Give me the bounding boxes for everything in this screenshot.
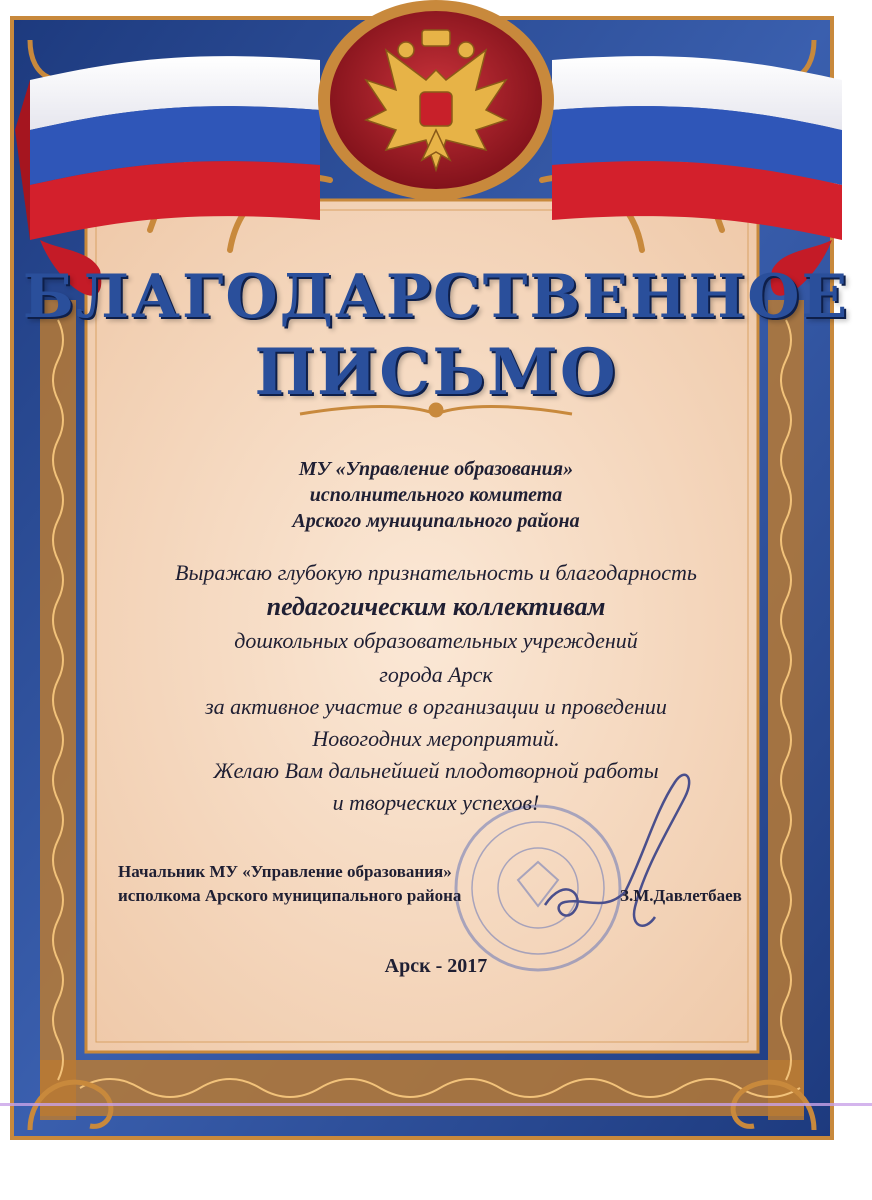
issuer-line-1: МУ «Управление образования»: [298, 458, 574, 480]
message-line-7: Желаю Вам дальнейшей плодотворной работы: [213, 758, 659, 783]
title-line-2: ПИСЬМО: [254, 335, 618, 410]
signer-name: З.М.Давлетбаев: [620, 886, 742, 905]
signer-position-line-2: исполкома Арского муниципального района: [118, 886, 462, 905]
emblem-medallion: [318, 0, 554, 200]
message-line-8: и творческих успехов!: [332, 790, 540, 815]
message-line-5: за активное участие в организации и проведении: [205, 694, 667, 719]
message-line-6: Новогодних мероприятий.: [312, 726, 560, 751]
signer-position-line-1: Начальник МУ «Управление образования»: [118, 862, 452, 881]
title-line-1: БЛАГОДАРСТВЕННОЕ: [22, 262, 850, 332]
issuer-line-3: Арского муниципального района: [292, 510, 580, 532]
issuer-line-2: исполнительного комитета: [309, 484, 563, 506]
message-line-3: дошкольных образовательных учреждений: [234, 628, 638, 653]
message-line-1: Выражаю глубокую признательность и благодарность: [175, 560, 697, 585]
message-line-2: педагогическим коллективам: [266, 592, 606, 621]
message-line-4: города Арск: [379, 662, 493, 687]
place-year: Арск - 2017: [384, 955, 488, 977]
